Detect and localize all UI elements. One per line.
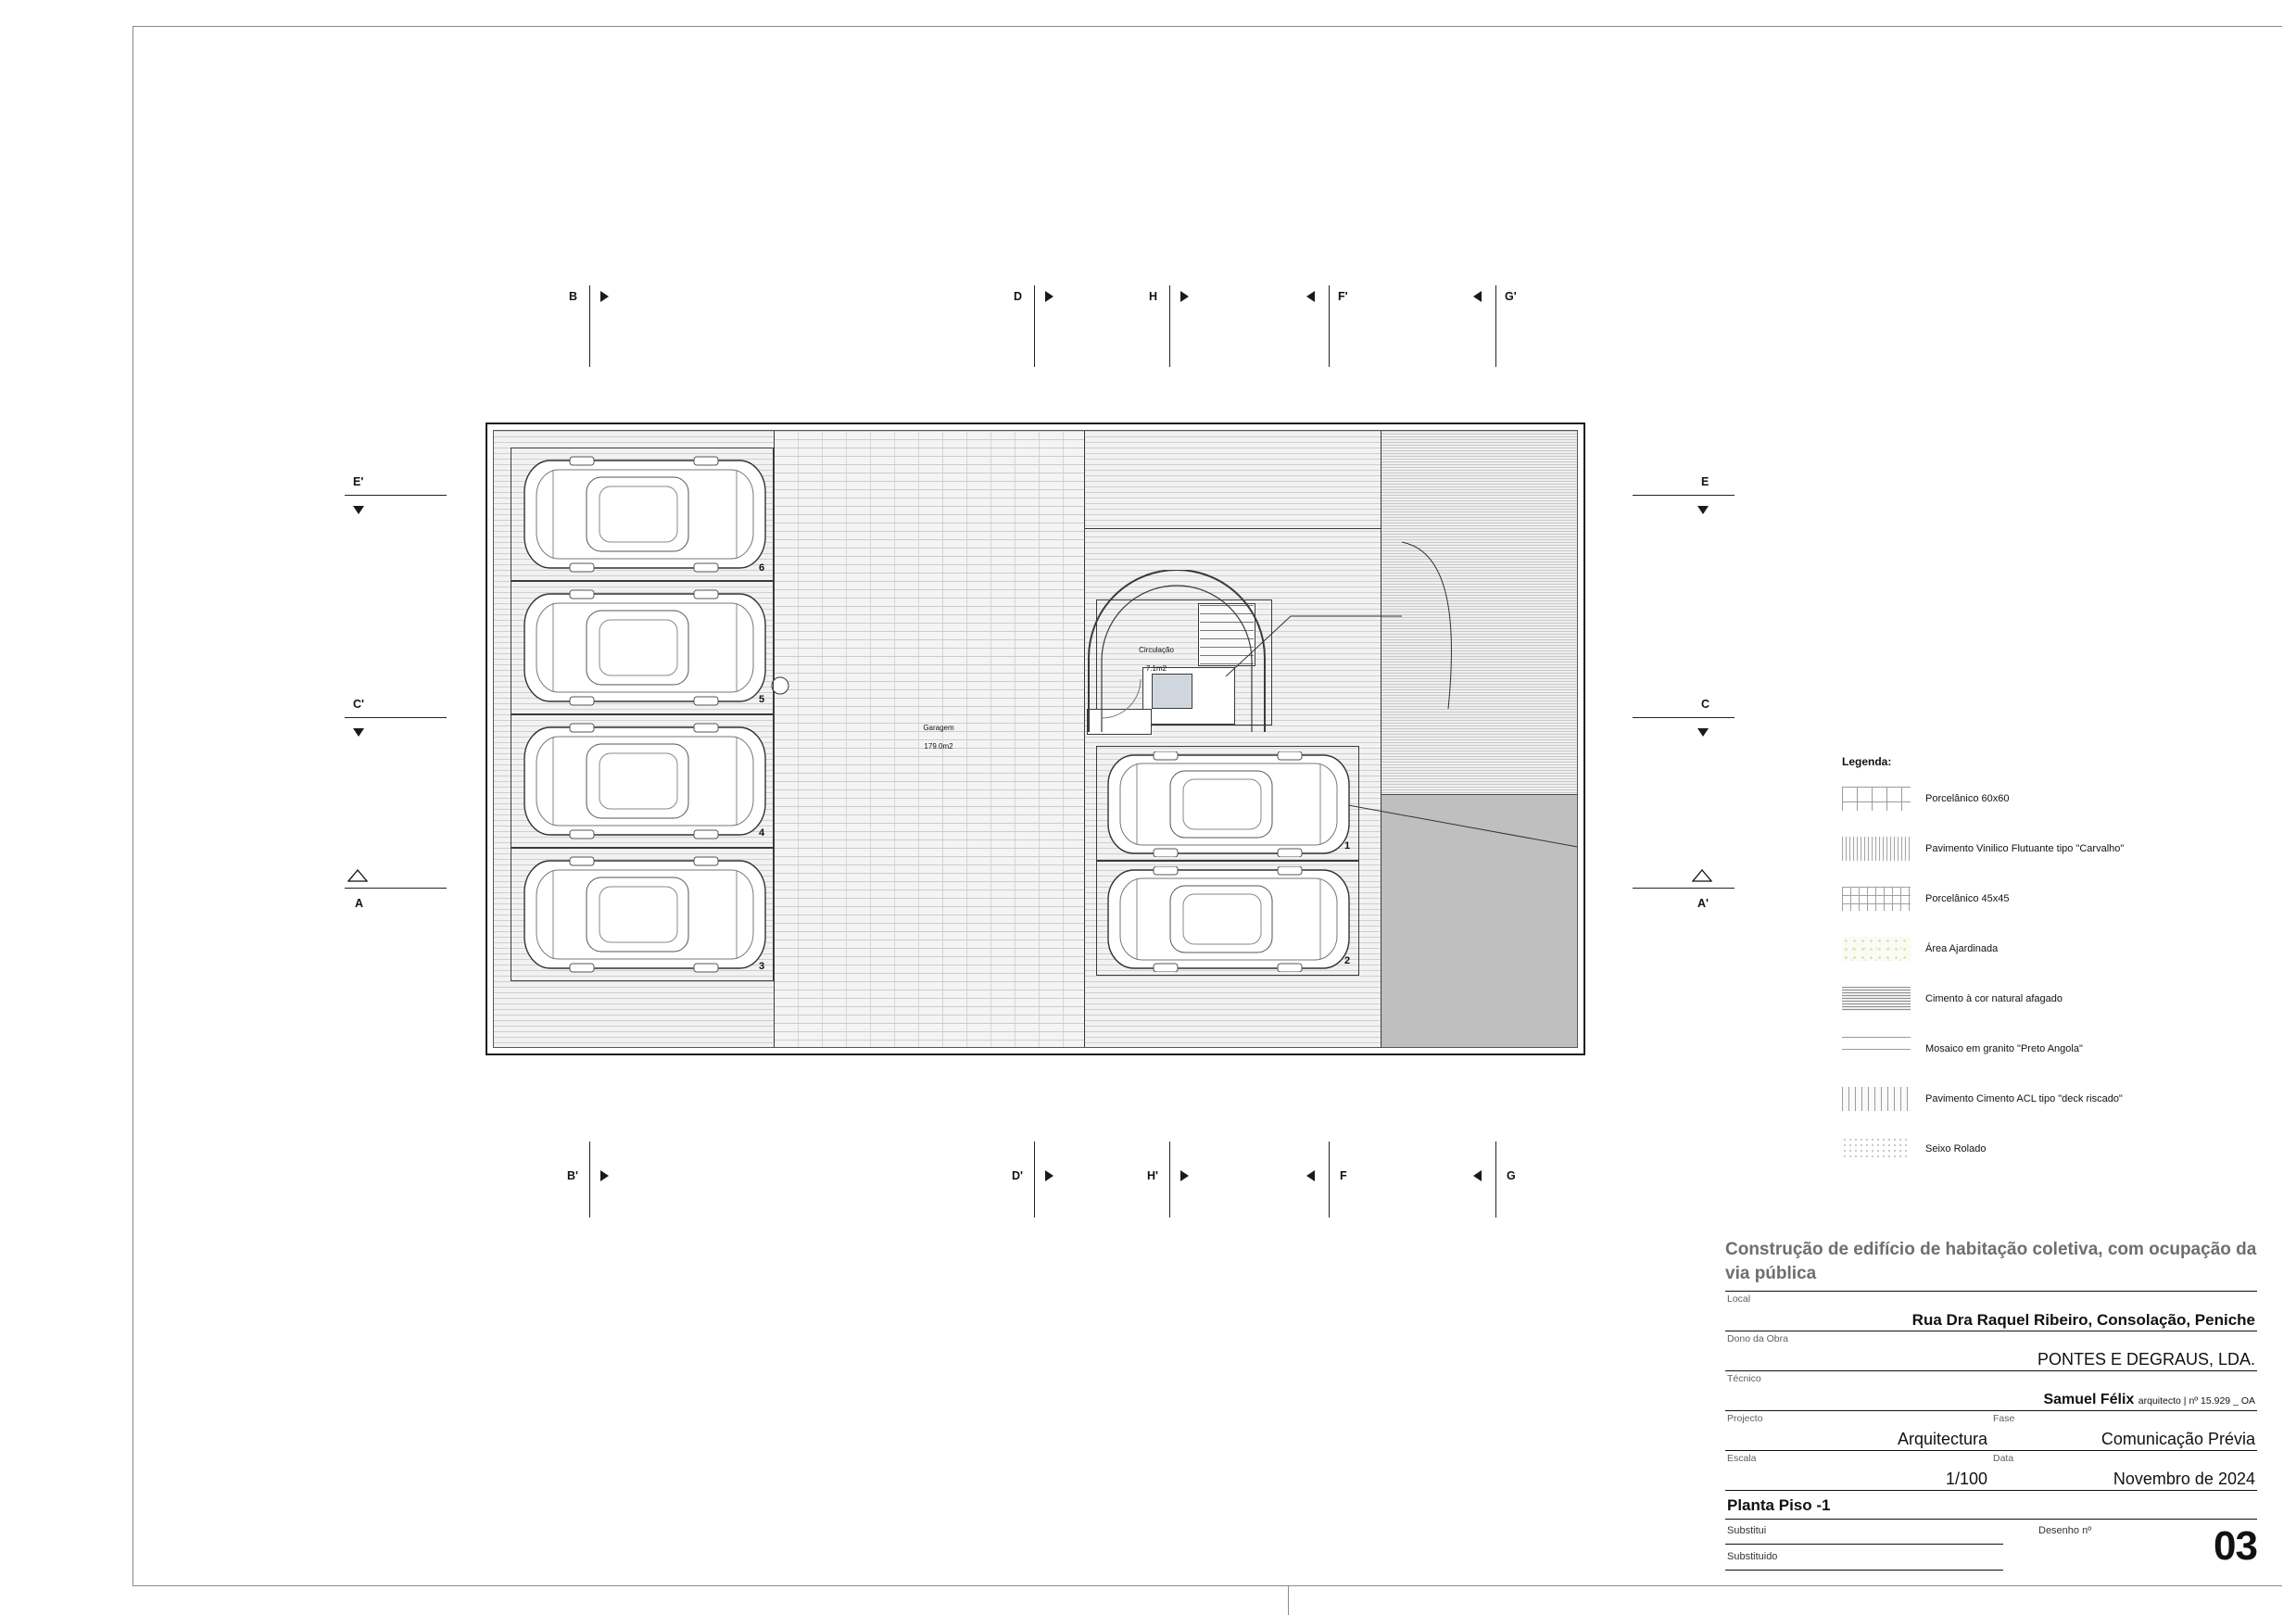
section-arrow-c — [1697, 728, 1709, 737]
section-line-e-prime — [345, 495, 447, 496]
section-arrow-c-prime — [353, 728, 364, 737]
technician-value — [2043, 1389, 2255, 1408]
stall-number-5: 5 — [759, 694, 765, 705]
legend-item — [1842, 833, 2240, 864]
project-title: Construção de edifício de habitação coletiva, com ocupação da via pública — [1725, 1240, 2257, 1283]
legend-swatch-mosaico-granito — [1842, 1037, 1911, 1061]
stall-number-3: 3 — [759, 961, 765, 972]
section-arrow-g-prime — [1473, 291, 1482, 302]
section-arrow-a-prime-open — [1692, 869, 1712, 882]
car-symbol — [522, 588, 768, 707]
section-mark-g-prime-label: G' — [1505, 290, 1517, 303]
legend-swatch-porcelanico-45x45 — [1842, 887, 1911, 911]
replaces-caption: Substitui — [1727, 1525, 1767, 1537]
section-line-f — [1329, 1142, 1330, 1218]
section-mark-d-prime-label: D' — [1012, 1169, 1023, 1182]
floor-plan — [486, 423, 1585, 1055]
legend — [1842, 755, 2240, 1183]
section-mark-f-label: F — [1340, 1169, 1347, 1182]
section-mark-a-prime-label: A' — [1697, 897, 1709, 910]
section-line-d — [1034, 285, 1035, 367]
owner-value: PONTES E DEGRAUS, LDA. — [2037, 1350, 2255, 1369]
section-line-a-prime — [1633, 888, 1735, 889]
legend-swatch-area-ajardinada — [1842, 937, 1911, 961]
replaced-underline — [1725, 1570, 2003, 1571]
section-line-d-prime — [1034, 1142, 1035, 1218]
legend-title: Legenda: — [1842, 755, 1892, 768]
legend-label: Seixo Rolado — [1925, 1143, 1987, 1154]
section-line-c — [1633, 717, 1735, 718]
technician-detail: arquitecto | nº 15.929 _ OA — [2138, 1395, 2255, 1407]
section-arrow-f — [1306, 1170, 1315, 1181]
section-line-b-prime — [589, 1142, 590, 1218]
legend-label: Cimento à cor natural afagado — [1925, 993, 2063, 1004]
sheet-title: Planta Piso -1 — [1725, 1490, 2257, 1519]
section-arrow-d — [1045, 291, 1053, 302]
room-name-garagem: Garagem — [923, 724, 954, 732]
legend-label: Porcelânico 60x60 — [1925, 793, 2010, 804]
legend-swatch-porcelanico-60x60 — [1842, 787, 1911, 811]
frame-bottom-border — [132, 1585, 2282, 1586]
titleblock-row-scale-date — [1725, 1450, 2257, 1490]
section-mark-d-label: D — [1014, 290, 1023, 303]
stall-number-4: 4 — [759, 827, 765, 839]
scale-cell — [1725, 1451, 1991, 1490]
date-cell — [1991, 1451, 2257, 1490]
section-mark-h-prime-label: H' — [1147, 1169, 1158, 1182]
section-line-c-prime — [345, 717, 447, 718]
section-line-g — [1495, 1142, 1496, 1218]
technician-name: Samuel Félix — [2043, 1392, 2135, 1408]
local-caption: Local — [1727, 1293, 1751, 1306]
section-mark-g-label: G — [1507, 1169, 1516, 1182]
legend-item — [1842, 1033, 2240, 1065]
room-name-circulacao: Circulação — [1139, 646, 1174, 654]
legend-item — [1842, 1133, 2240, 1165]
section-mark-h-label: H — [1149, 290, 1158, 303]
section-mark-b-prime-label: B' — [567, 1169, 578, 1182]
room-label-garagem — [883, 714, 994, 751]
section-arrow-b-prime — [600, 1170, 609, 1181]
section-arrow-h — [1180, 291, 1189, 302]
date-caption: Data — [1993, 1453, 2014, 1465]
legend-label: Área Ajardinada — [1925, 943, 1999, 954]
project-caption: Projecto — [1727, 1413, 1763, 1425]
section-mark-c-label: C — [1701, 698, 1710, 711]
legend-label: Pavimento Vinilico Flutuante tipo "Carvalho" — [1925, 843, 2125, 854]
room-area-circulacao: 7.1m2 — [1145, 664, 1167, 673]
phase-caption: Fase — [1993, 1413, 2015, 1425]
titleblock-row-technician — [1725, 1370, 2257, 1410]
phase-cell — [1991, 1411, 2257, 1450]
legend-item — [1842, 983, 2240, 1015]
replaced-caption: Substituido — [1727, 1551, 1778, 1563]
date-value: Novembro de 2024 — [2113, 1470, 2255, 1489]
replaces-underline — [1725, 1544, 2003, 1545]
legend-swatch-deck-riscado — [1842, 1087, 1911, 1111]
titleblock-row-project-phase — [1725, 1410, 2257, 1450]
legend-label: Pavimento Cimento ACL tipo "deck riscado" — [1925, 1093, 2123, 1104]
car-symbol — [1105, 751, 1352, 857]
legend-label: Mosaico em granito "Preto Angola" — [1925, 1043, 2083, 1054]
legend-swatch-seixo-rolado — [1842, 1137, 1911, 1161]
section-line-h — [1169, 285, 1170, 367]
car-symbol — [522, 455, 768, 574]
section-mark-c-prime-label: C' — [353, 698, 364, 711]
section-line-h-prime — [1169, 1142, 1170, 1218]
car-symbol — [522, 722, 768, 840]
room-area-garagem: 179.0m2 — [924, 742, 953, 751]
local-value: Rua Dra Raquel Ribeiro, Consolação, Peniche — [1911, 1311, 2255, 1330]
section-line-g-prime — [1495, 285, 1496, 367]
car-symbol — [522, 855, 768, 974]
section-line-a — [345, 888, 447, 889]
titleblock-row-owner — [1725, 1331, 2257, 1370]
frame-fold-mark — [1288, 1585, 1289, 1615]
owner-caption: Dono da Obra — [1727, 1333, 1788, 1345]
scale-caption: Escala — [1727, 1453, 1757, 1465]
section-arrow-e — [1697, 506, 1709, 514]
section-mark-e-prime-label: E' — [353, 475, 364, 488]
section-mark-b-label: B — [569, 290, 578, 303]
section-arrow-f-prime — [1306, 291, 1315, 302]
section-mark-a-label: A — [355, 897, 364, 910]
legend-swatch-vinilico-flutuante — [1842, 837, 1911, 861]
legend-item — [1842, 933, 2240, 965]
phase-value: Comunicação Prévia — [2100, 1430, 2255, 1449]
stall-number-2: 2 — [1344, 955, 1351, 966]
section-arrow-e-prime — [353, 506, 364, 514]
technician-caption: Técnico — [1727, 1373, 1761, 1385]
section-arrow-h-prime — [1180, 1170, 1189, 1181]
section-line-f-prime — [1329, 285, 1330, 367]
legend-item — [1842, 883, 2240, 915]
frame-top-border — [132, 26, 2282, 27]
section-arrow-d-prime — [1045, 1170, 1053, 1181]
floor-plan-interior — [493, 430, 1578, 1048]
section-line-e — [1633, 495, 1735, 496]
section-mark-e-label: E — [1701, 475, 1709, 488]
stall-number-6: 6 — [759, 562, 765, 574]
frame-left-border — [132, 26, 133, 1585]
drawing-number: 03 — [2214, 1523, 2257, 1570]
section-arrow-g — [1473, 1170, 1482, 1181]
title-block — [1725, 1238, 2257, 1577]
titleblock-row-local — [1725, 1291, 2257, 1331]
legend-label: Porcelânico 45x45 — [1925, 893, 2010, 904]
section-arrow-b — [600, 291, 609, 302]
legend-swatch-cimento-afagado — [1842, 987, 1911, 1011]
section-mark-f-prime-label: F' — [1338, 290, 1348, 303]
section-arrow-a-open — [347, 869, 368, 882]
legend-item — [1842, 1083, 2240, 1115]
titleblock-row-revisions — [1725, 1519, 2257, 1577]
section-line-b — [589, 285, 590, 367]
drawing-no-caption: Desenho nº — [2038, 1525, 2092, 1537]
project-cell — [1725, 1411, 1991, 1450]
legend-item — [1842, 783, 2240, 814]
scale-value: 1/100 — [1945, 1470, 1987, 1489]
car-symbol — [1105, 866, 1352, 972]
room-label-circulacao — [1105, 637, 1207, 674]
stall-number-1: 1 — [1344, 840, 1351, 852]
project-value: Arquitectura — [1897, 1430, 1987, 1449]
